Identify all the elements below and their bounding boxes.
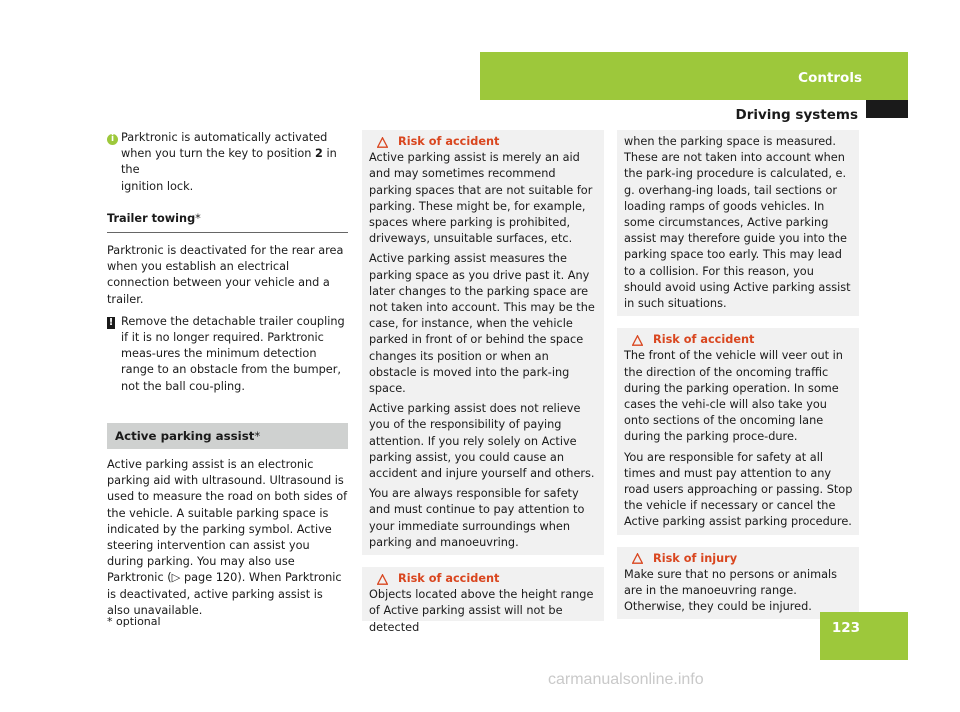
page-arrow-icon: ▷ <box>171 571 181 585</box>
warning-1-p2: Active parking assist measures the parking space as you drive past it. Any later changes to the parking space are not taken into account. This may be the case, for instance, when the vehicle parked in front of or behind the space changes its position or when an obstacle is moved into the park-ing space. <box>369 252 595 396</box>
ap-text: Active parking assist is an electronic parking aid with ultrasound. Ultrasound is used to measure the road on both sides of the vehicle. A suitable parking space is indicated by the parking symbol. Active steering intervention can assist you during parking. You may also use Parktronic ( <box>107 458 348 585</box>
info-line-2b: in the <box>121 147 337 177</box>
section-title: Controls <box>798 70 862 86</box>
chapter-marker <box>866 100 908 118</box>
warning-box-3 <box>617 328 859 534</box>
column-3 <box>617 130 859 619</box>
warning-box-2-continued <box>617 130 859 316</box>
warning-title-3 <box>624 332 853 348</box>
watermark: carmanualsonline.info <box>548 671 704 688</box>
warning-box-4 <box>617 547 859 620</box>
warning-triangle-icon <box>632 335 643 346</box>
warning-title-text-4: Risk of injury <box>653 551 738 565</box>
chapter-title: Driving systems <box>735 107 858 123</box>
warning-2-p1: Objects located above the height range of Active parking assist will not be detected <box>369 588 594 634</box>
column-1 <box>107 130 348 623</box>
warning-3-p1: The front of the vehicle will veer out in the direction of the oncoming traffic during the parking operation. In some cases the vehi-cle will also take you onto sections of the oncoming lane during the parking proce-dure. <box>624 349 843 444</box>
trailer-heading <box>107 211 348 233</box>
warning-title-text-3: Risk of accident <box>653 333 755 347</box>
warning-title-text-2: Risk of accident <box>398 572 500 586</box>
trailer-heading-text: Trailer towing <box>107 211 196 225</box>
page-number: 123 <box>831 620 860 636</box>
warning-triangle-icon <box>632 553 643 564</box>
warning-3-p2: You are responsible for safety at all times and must pay attention to any road users approaching or passing. Stop the vehicle if necessary or cancel the Active parking assist parking procedure. <box>624 450 853 529</box>
info-icon: i <box>107 134 118 145</box>
trailer-paragraph: Parktronic is deactivated for the rear area when you establish an electrical connection between your vehicle and a trailer. <box>107 244 344 306</box>
info-line-1: Parktronic is automatically activated <box>121 131 328 144</box>
warning-box-2 <box>362 567 604 634</box>
info-note <box>107 130 348 195</box>
optional-asterisk-2: * <box>254 428 261 443</box>
footnote: * optional <box>107 615 161 628</box>
active-parking-heading-text: Active parking assist <box>115 428 255 443</box>
caution-note <box>107 314 348 395</box>
page-number-box <box>820 612 908 660</box>
warning-title-4 <box>624 551 853 567</box>
warning-title-text-1: Risk of accident <box>398 135 500 148</box>
caution-text: Remove the detachable trailer coupling if it is no longer required. Parktronic meas-ures the minimum detection range to an obstacle from the bumper, not the ball cou-pling. <box>121 314 345 393</box>
position-value: 2 <box>315 147 323 161</box>
column-2 <box>362 130 604 634</box>
warning-triangle-icon <box>377 137 388 148</box>
info-line-3: ignition lock. <box>121 179 194 193</box>
warning-title-2 <box>369 571 598 587</box>
section-tab <box>480 52 908 100</box>
warning-1-p1: Active parking assist is merely an aid and may sometimes recommend parking spaces that are not suitable for parking. These might be, for example, spaces where parking is prohibited, driveways, unsuitable surfaces, etc. <box>369 151 593 246</box>
exclamation-icon: ! <box>108 316 114 328</box>
active-parking-paragraph <box>107 457 348 619</box>
warning-1-p4: You are always responsible for safety and must continue to pay attention to your immediate surroundings when parking and manoeuvring. <box>369 487 585 549</box>
warning-title-1 <box>369 134 598 150</box>
ap-page-ref[interactable]: page 120). When Parktronic is deactivated, active parking assist is also unavailable. <box>107 571 342 617</box>
active-parking-heading <box>107 423 348 449</box>
info-line-2: when you turn the key to position <box>121 147 315 161</box>
warning-triangle-icon <box>377 574 388 585</box>
warning-4-p1: Make sure that no persons or animals are in the manoeuvring range. Otherwise, they could be injured. <box>624 567 838 614</box>
optional-asterisk: * <box>195 211 201 225</box>
warning-1-p3: Active parking assist does not relieve you of the responsibility of paying attention. If you rely solely on Active parking assist, you could cause an accident and injure yourself and others. <box>369 402 595 481</box>
warning-2-continued: when the parking space is measured. These are not taken into account when the park-ing procedure is calculated, e. g. overhang-ing loads, tail sections or loading ramps of goods vehicles. In some circumstances, Active parking assist may therefore guide you into the parking space too early. This may lead to a collision. For this reason, you should avoid using Active parking assist in such situations. <box>624 135 851 311</box>
warning-box-1 <box>362 130 604 555</box>
